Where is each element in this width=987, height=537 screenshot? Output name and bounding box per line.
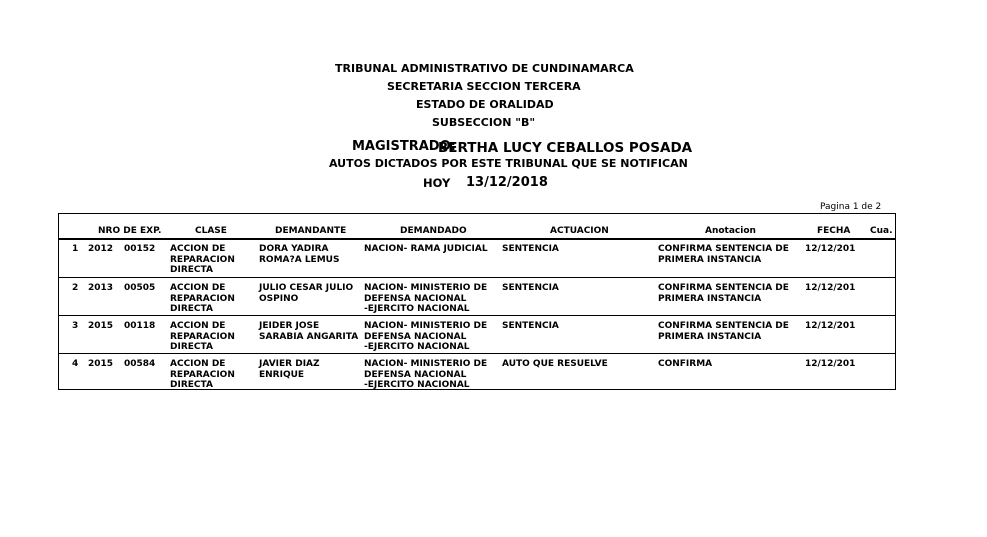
fecha-cell: 12/12/201 bbox=[805, 359, 856, 369]
secretaria-title: SECRETARIA SECCION TERCERA bbox=[387, 80, 581, 93]
exp-year: 2015 bbox=[88, 359, 114, 369]
autos-subtitle: AUTOS DICTADOS POR ESTE TRIBUNAL QUE SE NOTIFICAN bbox=[329, 157, 688, 170]
magistrado-name: BERTHA LUCY CEBALLOS POSADA bbox=[438, 140, 693, 156]
demandante-cell: DORA YADIRA ROMA?A LEMUS bbox=[259, 244, 340, 265]
fecha-cell: 12/12/201 bbox=[805, 321, 856, 331]
actuacion-cell: SENTENCIA bbox=[502, 283, 559, 293]
hoy-label: HOY bbox=[423, 176, 451, 190]
exp-year: 2012 bbox=[88, 244, 114, 254]
col-header-fecha: FECHA bbox=[817, 226, 851, 236]
table-row bbox=[59, 354, 895, 392]
demandado-cell: NACION- MINISTERIO DE DEFENSA NACIONAL -EJERCITO NACIONAL bbox=[364, 359, 488, 390]
actuacion-cell: SENTENCIA bbox=[502, 244, 559, 254]
col-header-actuacion: ACTUACION bbox=[550, 226, 609, 236]
exp-year: 2015 bbox=[88, 321, 114, 331]
exp-number: 00152 bbox=[124, 244, 156, 254]
row-number: 2 bbox=[72, 283, 79, 293]
tribunal-title: TRIBUNAL ADMINISTRATIVO DE CUNDINAMARCA bbox=[335, 62, 634, 75]
fecha-cell: 12/12/201 bbox=[805, 244, 856, 254]
clase-cell: ACCION DE REPARACION DIRECTA bbox=[170, 321, 235, 352]
row-number: 4 bbox=[72, 359, 79, 369]
demandante-cell: JULIO CESAR JULIO OSPINO bbox=[259, 283, 354, 304]
exp-number: 00505 bbox=[124, 283, 156, 293]
clase-cell: ACCION DE REPARACION DIRECTA bbox=[170, 283, 235, 314]
demandado-cell: NACION- RAMA JUDICIAL bbox=[364, 244, 488, 254]
table-row bbox=[59, 316, 895, 354]
page-indicator: Pagina 1 de 2 bbox=[820, 202, 882, 212]
col-header-cua: Cua. bbox=[870, 226, 893, 236]
row-number: 1 bbox=[72, 244, 79, 254]
clase-cell: ACCION DE REPARACION DIRECTA bbox=[170, 244, 235, 275]
fecha-cell: 12/12/201 bbox=[805, 283, 856, 293]
anotacion-cell: CONFIRMA SENTENCIA DE PRIMERA INSTANCIA bbox=[658, 244, 789, 265]
row-number: 3 bbox=[72, 321, 79, 331]
col-header-demandado: DEMANDADO bbox=[400, 226, 467, 236]
demandado-cell: NACION- MINISTERIO DE DEFENSA NACIONAL -EJERCITO NACIONAL bbox=[364, 283, 488, 314]
demandado-cell: NACION- MINISTERIO DE DEFENSA NACIONAL -EJERCITO NACIONAL bbox=[364, 321, 488, 352]
actuacion-cell: SENTENCIA bbox=[502, 321, 559, 331]
col-header-nro: NRO DE EXP. bbox=[98, 226, 162, 236]
hoy-date: 13/12/2018 bbox=[466, 175, 548, 190]
exp-number: 00118 bbox=[124, 321, 156, 331]
table-row bbox=[59, 239, 895, 277]
notifications-table bbox=[58, 213, 896, 390]
table-row bbox=[59, 278, 895, 316]
anotacion-cell: CONFIRMA SENTENCIA DE PRIMERA INSTANCIA bbox=[658, 283, 789, 304]
estado-title: ESTADO DE ORALIDAD bbox=[416, 98, 554, 111]
actuacion-cell: AUTO QUE RESUELVE bbox=[502, 359, 608, 369]
col-header-demandante: DEMANDANTE bbox=[275, 226, 347, 236]
anotacion-cell: CONFIRMA SENTENCIA DE PRIMERA INSTANCIA bbox=[658, 321, 789, 342]
demandante-cell: JAVIER DIAZ ENRIQUE bbox=[259, 359, 320, 380]
col-header-clase: CLASE bbox=[195, 226, 227, 236]
magistrado-label: MAGISTRADO: bbox=[352, 139, 456, 154]
demandante-cell: JEIDER JOSE SARABIA ANGARITA bbox=[259, 321, 359, 342]
exp-number: 00584 bbox=[124, 359, 156, 369]
anotacion-cell: CONFIRMA bbox=[658, 359, 713, 369]
clase-cell: ACCION DE REPARACION DIRECTA bbox=[170, 359, 235, 390]
subseccion-title: SUBSECCION "B" bbox=[432, 116, 536, 129]
col-header-anotacion: Anotacion bbox=[705, 226, 756, 236]
exp-year: 2013 bbox=[88, 283, 114, 293]
